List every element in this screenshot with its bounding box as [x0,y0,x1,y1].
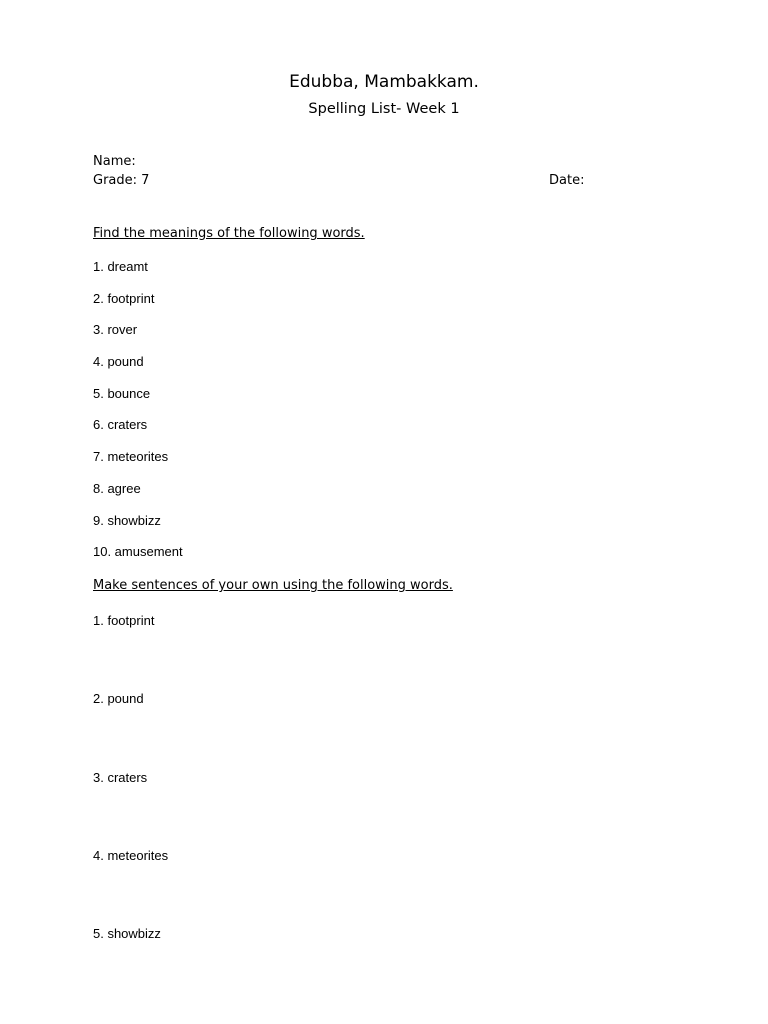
list-item: 9. showbizz [93,512,161,528]
date-field-label: Date: [549,173,585,188]
sentences-word-list [93,612,168,1003]
list-item: 3. craters [93,769,148,785]
list-item: 10. amusement [93,544,183,560]
list-item: 1. dreamt [93,259,148,274]
meanings-section-heading: Find the meanings of the following words. [93,226,365,241]
list-item: 5. bounce [93,385,151,401]
list-item: 2. footprint [93,290,155,306]
grade-field-label: Grade: 7 [93,173,150,188]
list-item: 6. craters [93,417,148,433]
list-item: 2. pound [93,691,144,707]
school-title: Edubba, Mambakkam. [289,72,479,92]
sentences-section-heading: Make sentences of your own using the following words. [93,578,453,593]
list-item: 5. showbizz [93,926,161,942]
list-item: 7. meteorites [93,449,169,465]
meanings-word-list [93,258,183,575]
name-field-label: Name: [93,154,136,169]
list-item: 4. pound [93,354,144,370]
list-item: 8. agree [93,480,141,496]
worksheet-subtitle: Spelling List- Week 1 [308,101,460,117]
list-item: 3. rover [93,322,138,338]
list-item: 4. meteorites [93,847,169,863]
list-item: 1. footprint [93,613,155,628]
